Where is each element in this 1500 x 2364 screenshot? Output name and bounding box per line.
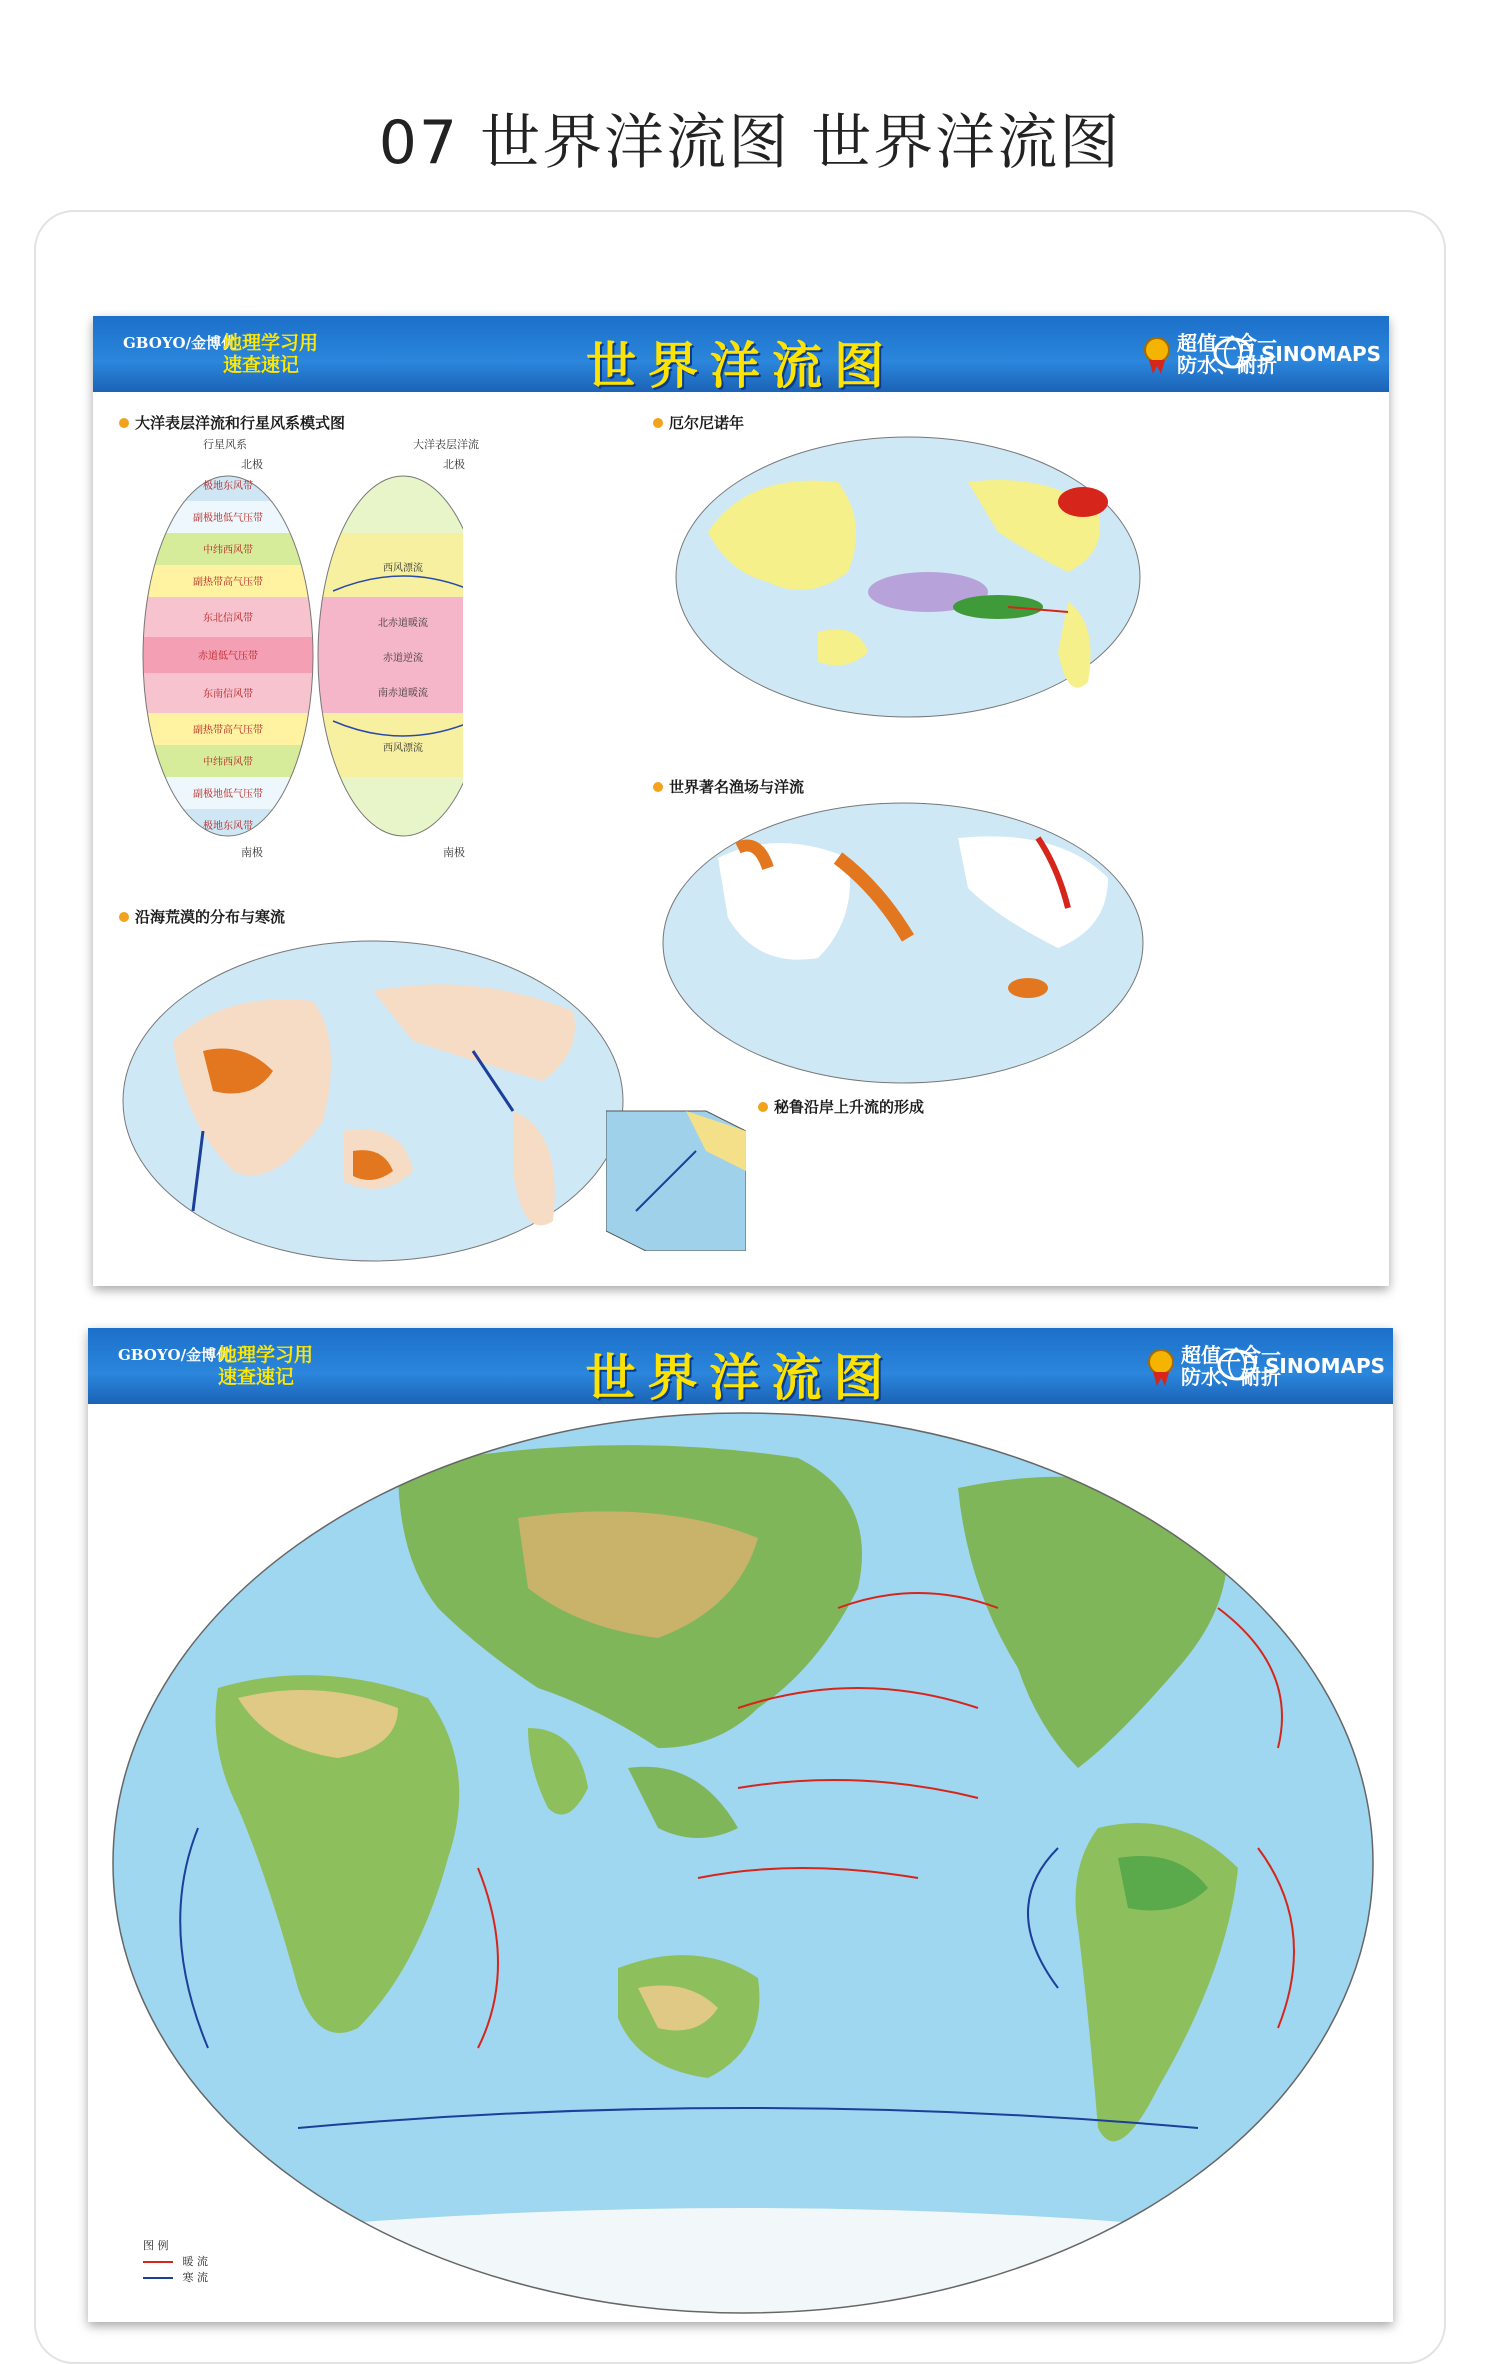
current-label-2: 北赤道暖流	[378, 618, 428, 629]
panel-title-deserts: 沿海荒漠的分布与寒流	[119, 906, 285, 927]
legend-warm-label: 暖 流	[182, 2255, 208, 2268]
panel-title-wind-currents: 大洋表层洋流和行星风系模式图	[119, 412, 345, 433]
belt-label-1: 极地东风带	[203, 481, 253, 492]
current-label-3: 赤道逆流	[383, 653, 423, 664]
belt-label-10: 副极地低气压带	[193, 789, 263, 800]
promo-2-line2: 防水、耐折	[1181, 1365, 1281, 1389]
brand-subtitle-2-line1: 地理学习用	[218, 1344, 314, 1366]
publisher-name: SINOMAPS	[1261, 342, 1382, 366]
north-pole-label-left: 北极	[241, 458, 263, 471]
legend-title: 图 例	[143, 2239, 169, 2252]
current-label-1: 西风漂流	[383, 563, 423, 574]
north-pole-label-right: 北极	[443, 458, 465, 471]
belt-label-7: 东南信风带	[203, 689, 253, 700]
belt-label-2: 副极地低气压带	[193, 513, 263, 524]
belt-label-3: 中纬西风带	[203, 545, 253, 556]
page-title: 07 世界洋流图 世界洋流图	[378, 108, 1122, 178]
legend-warm-row	[143, 2254, 208, 2270]
medal-icon-2	[1147, 1346, 1175, 1386]
brand-logo-2: GBOYO/金博优	[118, 1346, 232, 1364]
belt-label-11: 极地东风带	[203, 821, 253, 832]
brand-subtitle-2-line2: 速查速记	[218, 1366, 295, 1388]
publisher-logo-2	[1215, 1348, 1386, 1382]
el-nino-map	[668, 432, 1148, 722]
south-pole-label-left: 南极	[241, 846, 263, 859]
brand-logo: GBOYO/金博优	[123, 334, 237, 352]
globe-icon	[1211, 336, 1255, 370]
belt-label-4: 副热带高气压带	[193, 577, 263, 588]
brand-subtitle-line2: 速查速记	[223, 354, 300, 376]
world-ocean-currents-map	[98, 1408, 1388, 2318]
panel-title-el-nino: 厄尔尼诺年	[653, 412, 744, 433]
south-pole-label-right: 南极	[443, 846, 465, 859]
current-label-5: 西风漂流	[383, 743, 423, 754]
belt-label-9: 中纬西风带	[203, 757, 253, 768]
belt-label-6: 赤道低气压带	[198, 651, 258, 662]
panel-title-fisheries: 世界著名渔场与洋流	[653, 776, 804, 797]
sheet-banner	[93, 316, 1389, 395]
publisher-logo	[1211, 336, 1382, 370]
promo-line2: 防水、耐折	[1177, 353, 1277, 377]
sheet-banner-2	[88, 1328, 1393, 1407]
globe-icon-2	[1215, 1348, 1259, 1382]
map-sheet-back	[88, 1328, 1393, 2322]
panel-title-peru-upwelling: 秘鲁沿岸上升流的形成	[758, 1096, 924, 1117]
legend-cold-label: 寒 流	[182, 2271, 208, 2284]
belt-label-8: 副热带高气压带	[193, 725, 263, 736]
sheet-title: 世界洋流图	[586, 337, 896, 395]
fisheries-map	[658, 798, 1148, 1088]
sheet-title-2: 世界洋流图	[585, 1349, 896, 1407]
medal-icon	[1143, 334, 1171, 374]
wind-right-header: 大洋表层洋流	[413, 438, 479, 451]
brand-subtitle-line1: 地理学习用	[223, 332, 319, 354]
deserts-map	[113, 931, 633, 1271]
warm-current-swatch	[143, 2261, 173, 2263]
promo-2-line1: 超值二合一	[1181, 1343, 1281, 1367]
current-label-4: 南赤道暖流	[378, 688, 428, 699]
belt-label-5: 东北信风带	[203, 613, 253, 624]
publisher-name-2: SINOMAPS	[1265, 1354, 1386, 1378]
legend-cold-row	[143, 2270, 208, 2286]
map-sheet-front	[93, 316, 1389, 1286]
map-legend	[143, 2238, 208, 2286]
upwelling-diagram	[606, 1091, 746, 1251]
promo-line1: 超值二合一	[1177, 331, 1277, 355]
cold-current-swatch	[143, 2277, 173, 2279]
wind-belts-diagram	[133, 471, 463, 841]
wind-left-header: 行星风系	[203, 438, 247, 451]
